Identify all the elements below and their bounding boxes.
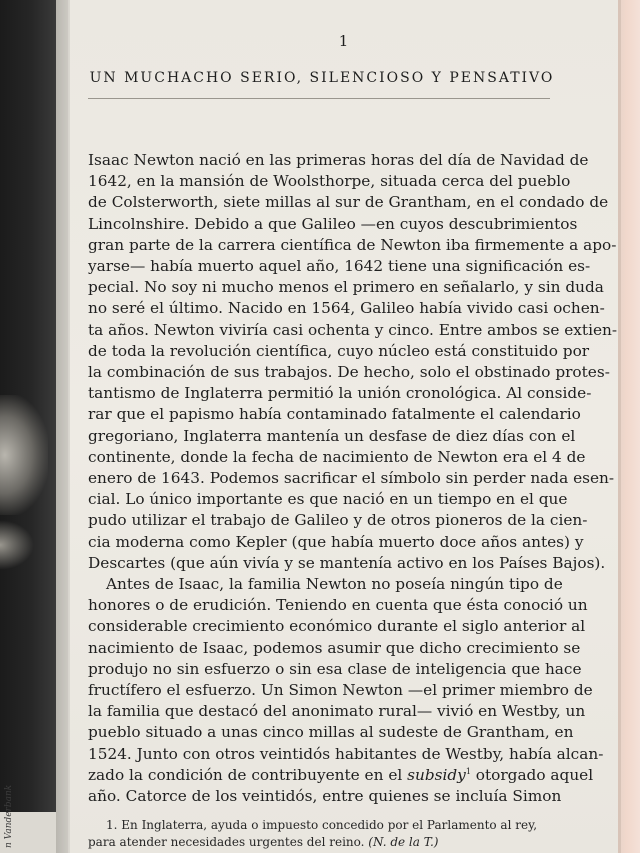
text-line: la combinación de sus trabajos. De hecho, solo el obstinado protes- [88,363,610,381]
plate-caption: n Vanderbank [4,784,14,848]
text-line [88,765,594,785]
portrait-highlight-lower [0,520,34,570]
italic-term: subsidy [407,765,466,784]
footnote-line: 1. En Inglaterra, ayuda o impuesto concedido por el Parlamento al rey, [106,818,538,833]
chapter-title: UN MUCHACHO SERIO, SILENCIOSO Y PENSATIVO [89,70,555,86]
text-line: pecial. No soy ni mucho menos el primero en señalarlo, y sin duda [88,278,604,297]
footnote-ref: 1 [465,766,471,776]
text-line: yarse— había muerto aquel año, 1642 tiene una significación es- [88,257,591,275]
title-rule [88,98,550,99]
text-run: para atender necesidades urgentes del reino. [88,835,369,850]
text-line: Antes de Isaac, la familia Newton no poseía ningún tipo de [106,575,563,593]
text-line: Lincolnshire. Debido a que Galileo —en cuyos descubrimientos [88,214,578,233]
text-line: enero de 1643. Podemos sacrificar el símbolo sin perder nada esen- [88,469,615,487]
text-line: gregoriano, Inglaterra mantenía un desfase de diez días con el [88,426,576,445]
text-line: fructífero el esfuerzo. Un Simon Newton —el primer miembro de [88,681,593,699]
text-line: gran parte de la carrera científica de Newton iba firmemente a apo- [88,235,617,254]
book-page [70,0,618,853]
text-line: ta años. Newton viviría casi ochenta y cinco. Entre ambos se extien- [88,320,618,339]
text-line: produjo no sin esfuerzo o sin esa clase de inteligencia que hace [88,659,582,678]
text-line: pueblo situado a unas cinco millas al sudeste de Grantham, en [88,723,574,742]
text-line: de toda la revolución científica, cuyo núcleo está constituido por [88,341,590,360]
footnote-line [88,834,551,851]
text-line: nacimiento de Isaac, podemos asumir que dicho crecimiento se [88,638,581,657]
text-line: continente, donde la fecha de nacimiento de Newton era el 4 de [88,447,586,466]
text-line: año. Catorce de los veintidós, entre quienes se incluía Simon [88,787,562,805]
text-line: considerable crecimiento económico durante el siglo anterior al [88,617,586,636]
portrait-plate [0,0,56,812]
text-line: 1642, en la mansión de Woolsthorpe, situada cerca del pueblo [88,172,571,191]
text-line: pudo utilizar el trabajo de Galileo y de otros pioneros de la cien- [88,511,588,530]
translator-note: (N. de la T.) [368,835,439,850]
chapter-number: 1 [338,32,350,50]
text-run: zado la condición de contribuyente en el [88,765,408,784]
portrait-highlight [0,395,48,515]
text-run: otorgado aquel [470,765,594,784]
text-line: de Colsterworth, siete millas al sur de Grantham, en el condado de [88,193,609,212]
text-line: cia moderna como Kepler (que había muerto doce años antes) y [88,532,584,551]
text-line: tantismo de Inglaterra permitió la unión cronológica. Al conside- [88,384,592,403]
text-line: la familia que destacó del anonimato rural— vivió en Westby, un [88,702,586,721]
book-cover-edge [618,0,640,853]
text-line: Isaac Newton nació en las primeras horas del día de Navidad de [88,151,589,169]
text-line: honores o de erudición. Teniendo en cuenta que ésta conoció un [88,596,588,615]
text-line: no seré el último. Nacido en 1564, Galileo había vivido casi ochen- [88,299,605,318]
text-line: rar que el papismo había contaminado fatalmente el calendario [88,405,581,424]
text-line: cial. Lo único importante es que nació en un tiempo en el que [88,490,568,509]
text-line: Descartes (que aún vivía y se mantenía activo en los Países Bajos). [88,553,606,572]
text-line: 1524. Junto con otros veintidós habitantes de Westby, había alcan- [88,744,604,763]
